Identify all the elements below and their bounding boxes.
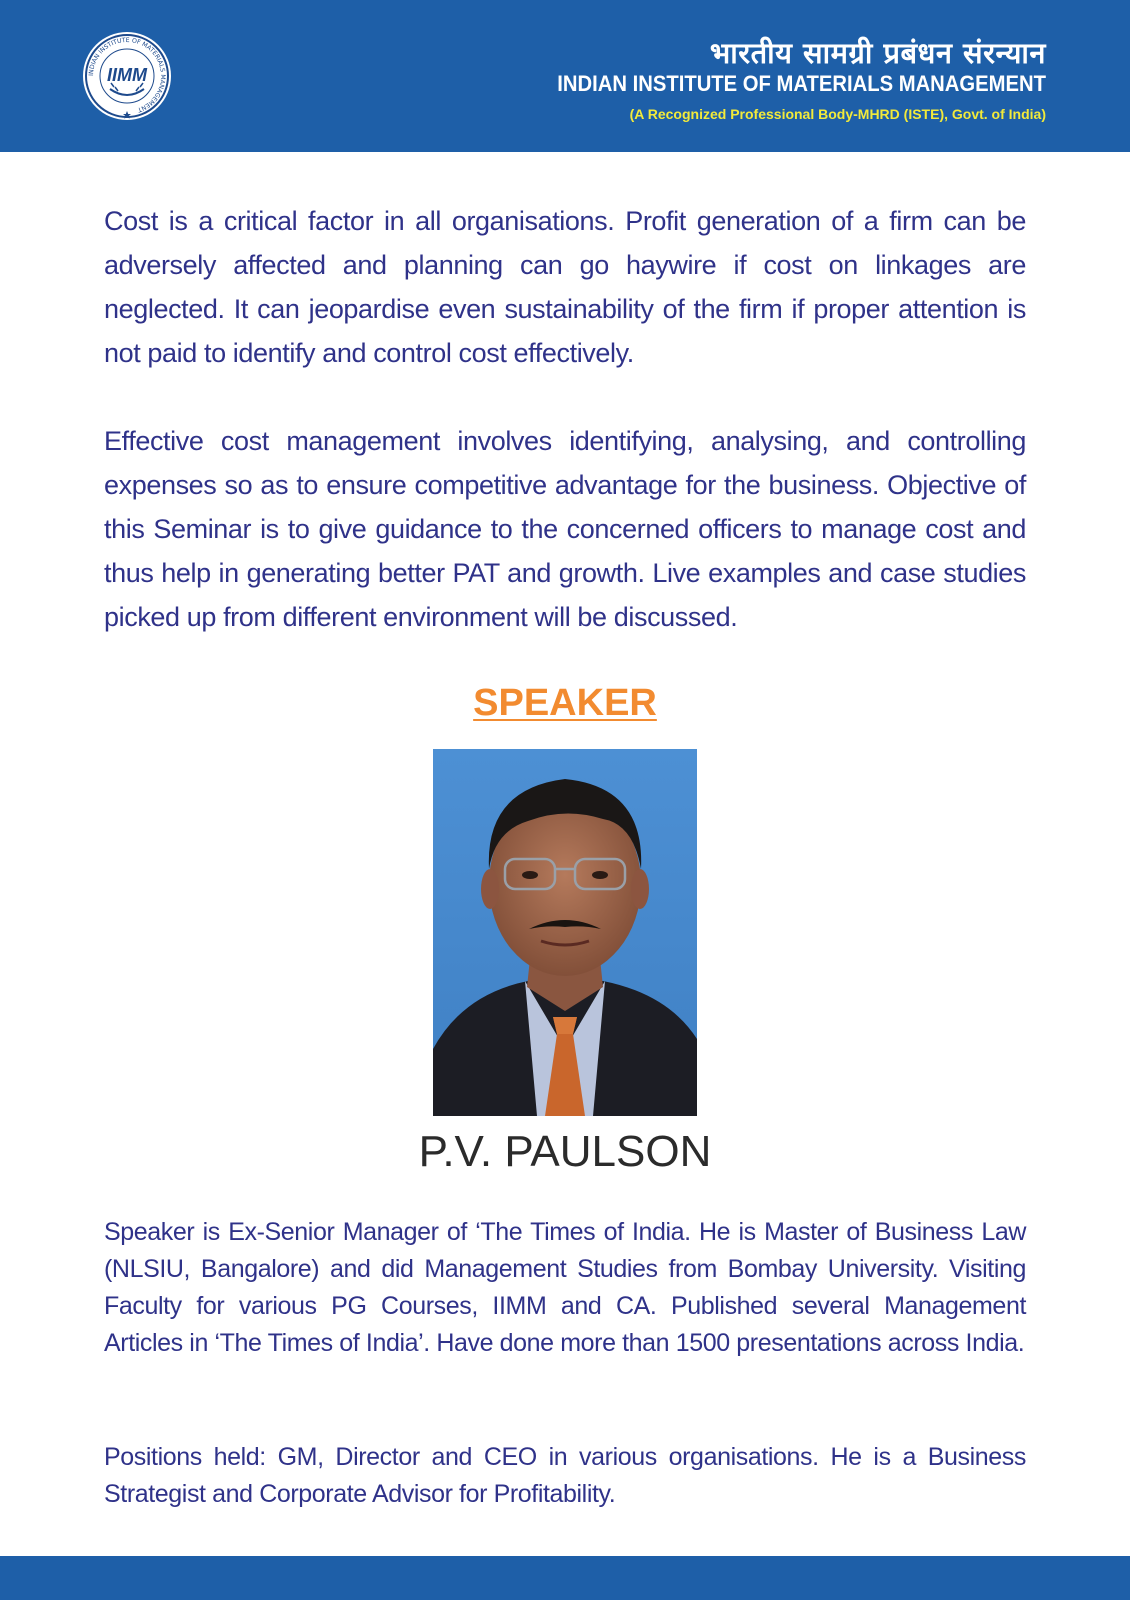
header-hindi-title: भारतीय सामग्री प्रबंधन संरन्यान (709, 36, 1046, 70)
intro-paragraph-2: Effective cost management involves identifying, analysing, and controlling expenses so as to ensure competitive advantage for the business. Objective of this Seminar is to give guidance to the concerned officers to manage cost and thus help in generating better PAT and growth. Live examples and case studies picked up from different environment will be discussed. (104, 426, 1026, 632)
speaker-name: P.V. PAULSON (418, 1127, 712, 1176)
intro-paragraph-1: Cost is a critical factor in all organisations. Profit generation of a firm can be adversely affected and planning can go haywire if cost on linkages are neglected. It can jeopardise even sustainability of the firm if proper attention is not paid to identify and control cost effectively. (104, 206, 1026, 368)
header-subtitle: (A Recognized Professional Body-MHRD (ISTE), Govt. of India) (629, 106, 1046, 122)
svg-text:INDIAN INSTITUTE OF MATERIALS: INDIAN INSTITUTE OF MATERIALS MANAGEMENT (87, 36, 167, 114)
header-banner (0, 0, 1130, 152)
speaker-bio-2: Positions held: GM, Director and CEO in various organisations. He is a Business Strategist and Corporate Advisor for Profitability. (104, 1443, 1026, 1508)
header-text (346, 36, 1046, 126)
header-title: INDIAN INSTITUTE OF MATERIALS MANAGEMENT (557, 71, 1046, 96)
iimm-logo (82, 31, 172, 121)
footer-bar (0, 1556, 1130, 1600)
speaker-photo (433, 749, 697, 1116)
logo-abbr: IIMM (107, 65, 147, 85)
speaker-heading: SPEAKER (473, 682, 657, 724)
speaker-bio-1: Speaker is Ex-Senior Manager of ‘The Times of India. He is Master of Business Law (NLSIU, Bangalore) and did Management Studies from Bombay University. Visiting Faculty for various PG Courses, IIMM and CA. Published several Management Articles in ‘The Times of India’. Have done more than 1500 presentations across India. (104, 1218, 1026, 1357)
